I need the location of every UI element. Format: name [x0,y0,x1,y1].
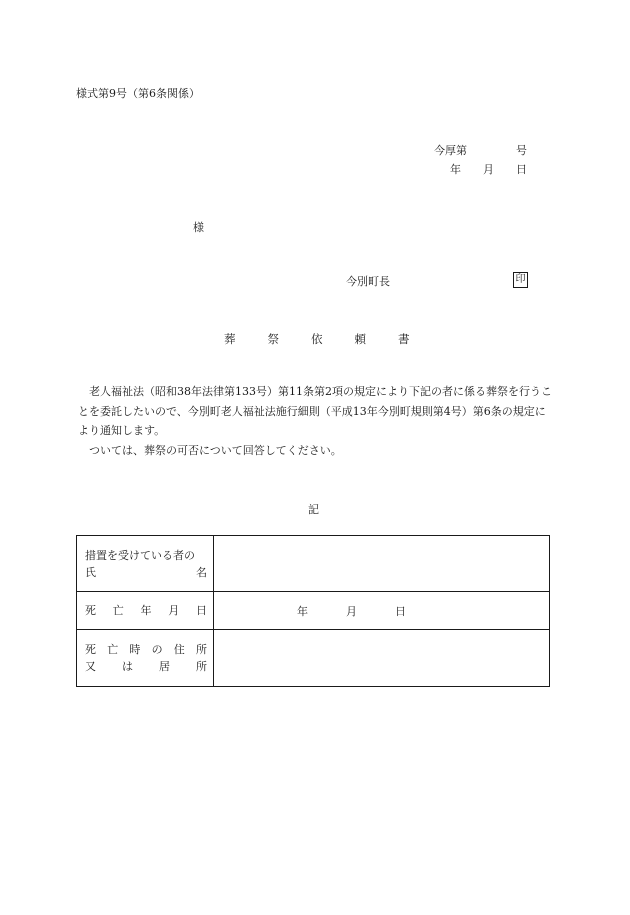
form-number: 様式第9号（第6条関係） [76,87,200,100]
title-char: 書 [398,332,410,346]
title-char: 葬 [224,332,236,346]
address-label-line1: 死 亡 時 の 住 所 [85,643,207,656]
document-number-prefix: 今厚第 [434,144,467,157]
seal-mark: 印 [513,272,528,288]
body-paragraph-2: ついては、葬祭の可否について回答してください。 [89,443,342,457]
subject-name-label-line2: 氏 名 [85,565,207,579]
issue-date-month: 月 [483,163,494,176]
address-value[interactable] [214,630,550,687]
ki-heading: 記 [308,503,319,516]
table-row-subject-name [77,536,550,592]
address-label [77,630,214,687]
document-number [434,142,527,158]
death-date-label: 死 亡 年 月 日 [77,592,214,630]
death-date-day: 日 [395,604,406,618]
title-char: 祭 [267,332,279,346]
death-date-month: 月 [346,604,357,618]
table-row-address [77,630,550,687]
issue-date [450,161,527,177]
subject-name-label-line1: 措置を受けている者の [85,548,195,562]
table-row-death-date [77,592,550,630]
address-label-line2: 又 は 居 所 [85,660,207,673]
body-text [78,382,552,460]
record-table [76,535,550,687]
subject-name-label [77,536,214,592]
subject-name-value[interactable] [214,536,550,592]
document-title [224,331,410,347]
document-number-suffix: 号 [516,144,527,157]
death-date-value[interactable] [214,592,550,630]
title-char: 依 [311,332,323,346]
issue-date-day: 日 [516,163,527,176]
title-char: 頼 [354,332,366,346]
body-paragraph-1: 老人福祉法（昭和38年法律第133号）第11条第2項の規定により下記の者に係る葬祭を行うことを委託したいので、今別町老人福祉法施行細則（平成13年今別町規則第4号）第6条の規定により通知します。 [78,385,552,437]
addressee-honorific: 様 [193,221,204,234]
sender-name: 今別町長 [346,275,390,288]
death-date-year: 年 [297,604,308,618]
issue-date-year: 年 [450,163,461,176]
